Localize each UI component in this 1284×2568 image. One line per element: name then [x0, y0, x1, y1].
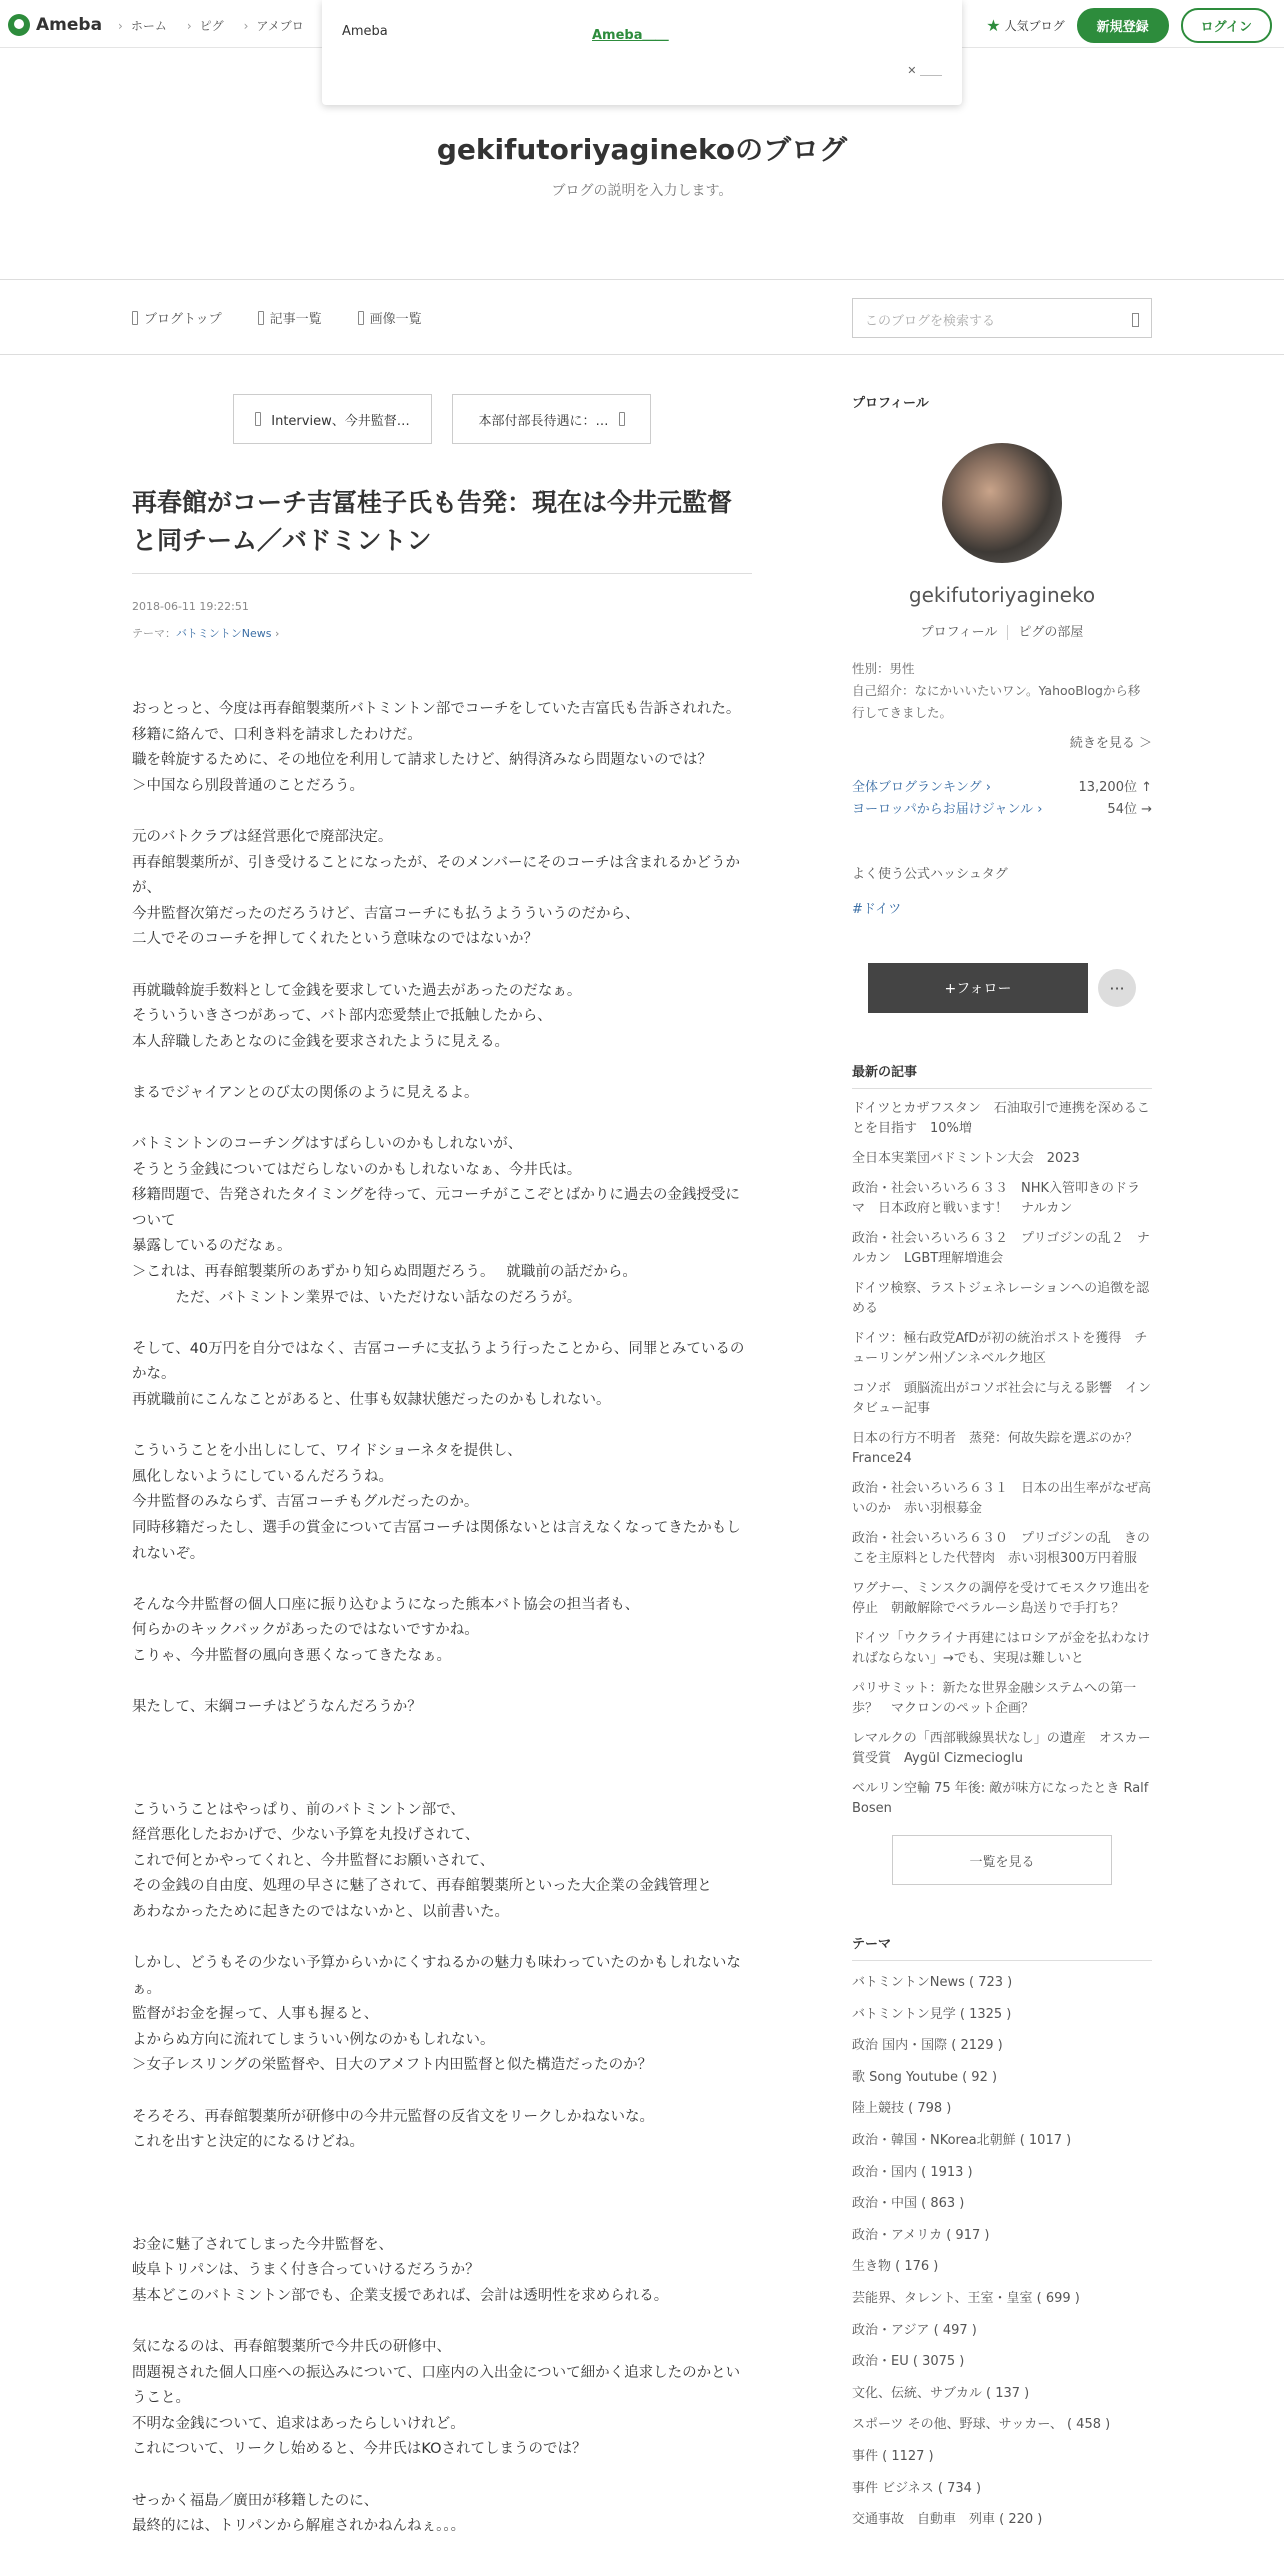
article-paragraph — [132, 1746, 752, 1772]
blog-top-link[interactable] — [132, 308, 222, 327]
article-line: お金に魅了されてしまった今井監督を、 — [132, 2236, 393, 2253]
theme-link[interactable]: 政治・中国 ( 863 ) — [852, 2196, 965, 2212]
entry-list-link[interactable] — [258, 308, 322, 327]
theme-link[interactable]: 政治・EU ( 3075 ) — [852, 2354, 965, 2370]
blog-title[interactable]: gekifutoriyaginekoのブログ — [436, 133, 848, 166]
entry-list-label: 記事一覧 — [269, 312, 322, 327]
ranking-row[interactable] — [852, 799, 1152, 821]
image-icon — [358, 311, 364, 325]
theme-prefix: テーマ： — [132, 627, 176, 640]
profile-name[interactable]: gekifutoriyagineko — [908, 583, 1096, 607]
article-line: おっとっと、今度は再春館製薬所バトミントン部でコーチをしていた吉富氏も告訴されれた。 — [132, 701, 741, 717]
avatar[interactable] — [942, 443, 1062, 563]
theme-link[interactable]: 生き物 ( 176 ) — [852, 2259, 939, 2275]
article-paragraph — [132, 2181, 752, 2207]
register-button[interactable]: 新規登録 — [1077, 8, 1169, 43]
recent-entry-link[interactable]: ドイツ検察、ラストジェネレーションへの追徴を認める — [852, 1281, 1150, 1316]
sidebar — [852, 392, 1152, 2530]
prev-entry-label: Interview、今井監督… — [271, 413, 410, 429]
article-line: 今井監督のみならず、吉冨コーチもグルだったのか。 — [132, 1494, 479, 1511]
article-line: そして、40万円を自分ではなく、吉冨コーチに支払うよう行ったことから、同罪とみているのかな。 — [132, 1340, 745, 1383]
article-paragraph — [132, 1439, 752, 1567]
article-line: ただ、バトミントン業界では、いただけない話なのだろうが。 — [132, 1289, 582, 1306]
theme-link[interactable]: 文化、伝統、サブカル ( 137 ) — [852, 2385, 1030, 2401]
article-theme: テーマ：バトミントンNews › — [132, 627, 280, 640]
ranking-list — [852, 777, 1152, 821]
article-line: こういうことを小出しにして、ワイドショーネタを提供し、 — [132, 1443, 522, 1460]
article-line: 最終的には、トリパンから解雇されかねんねぇ。。。 — [132, 2518, 466, 2535]
article-paragraph — [132, 979, 752, 1056]
recent-entry-link[interactable]: 全日本実業団バドミントン大会 2023 — [852, 1151, 1080, 1166]
article-line: 監督がお金を握って、人事も握ると、 — [132, 2006, 379, 2023]
popup-label: Ameba — [342, 24, 388, 39]
recent-entry-link[interactable]: 日本の行方不明者 蒸発：何故失踪を選ぶのか？ France24 — [852, 1431, 1152, 1466]
list-icon — [258, 311, 264, 325]
profile-gender: 性別：男性 — [852, 661, 915, 676]
logo-text: Ameba — [36, 15, 103, 35]
recent-entry-link[interactable]: 政治・社会いろいろ６３１ 日本の出生率がなぜ高いのか 赤い羽根募金 — [852, 1481, 1152, 1516]
blog-search-input[interactable] — [852, 298, 1152, 338]
article-line: 暴露しているのだなぁ。 — [132, 1238, 292, 1255]
article-line: 不明な金銭について、追求はあったらしいけれど。 — [132, 2415, 465, 2432]
article-paragraph — [132, 825, 752, 953]
recent-more-button[interactable]: 一覧を見る — [892, 1835, 1112, 1885]
article-line: あわなかったために起きたのではないかと、以前書いた。 — [132, 1903, 509, 1920]
article-line: そんな今井監督の個人口座に振り込むようになった熊本バト協会の担当者も、 — [132, 1596, 640, 1613]
ranking-value: 13,200位 ↑ — [1078, 780, 1152, 795]
header-actions — [986, 8, 1272, 43]
article-paragraph — [132, 2105, 752, 2156]
home-icon — [132, 311, 138, 325]
theme-link[interactable]: 政治・国内 ( 1913 ) — [852, 2164, 973, 2180]
article-line — [132, 2181, 752, 2207]
article-paragraph — [132, 2489, 752, 2540]
article-paragraph — [132, 1081, 752, 1107]
article-line: そうとう金銭についてはだらしないのかもしれないなぁ、今井氏は。 — [132, 1161, 582, 1178]
follow-button[interactable]: +フォロー — [868, 963, 1088, 1013]
article-line: 気になるのは、再春館製薬所で今井氏の研修中、 — [132, 2339, 451, 2355]
article-line: 本人辞職したあとなのに金銭を要求されたように見える。 — [132, 1033, 509, 1050]
article-line: ＞女子レスリングの栄監督や、日大のアメフト内田監督と似た構造だったのか？ — [132, 2057, 653, 2074]
recent-entry-link[interactable]: 政治・社会いろいろ６３３ NHK入管叩きのドラマ 日本政府と戦います！ ナルカン — [852, 1181, 1141, 1216]
profile-links — [852, 621, 1152, 640]
article-date: 2018-06-11 19:22:51 — [132, 600, 249, 613]
article-line: 元のバトクラブは経営悪化で廃部決定。 — [132, 828, 393, 845]
article-paragraph — [132, 1951, 752, 2079]
article-line: バトミントンのコーチングはすばらしいのかもしれないが、 — [132, 1136, 523, 1153]
recent-entry-link[interactable]: ドイツ：極右政党AfDが初の統治ポストを獲得 チューリンゲン州ゾンネベルク地区 — [852, 1331, 1148, 1366]
chevron-right-icon — [619, 412, 625, 426]
profile-link[interactable]: プロフィール — [920, 625, 998, 640]
profile-more-link[interactable]: 続きを見る ＞ — [1069, 736, 1152, 751]
profile-intro: 自己紹介：なにかいいたいワン。YahooBlogから移行してきました。 — [852, 683, 1141, 720]
article-line: 再春館製薬所が、引き受けることになったが、そのメンバーにそのコーチは含まれるかどうかが、 — [132, 854, 740, 897]
profile-info — [852, 658, 1152, 724]
recent-entry-link[interactable]: レマルクの「西部戦線異状なし」の遺産 オスカー賞受賞 Aygül Cizmecioglu — [852, 1731, 1151, 1766]
article-paragraph — [132, 697, 752, 799]
article-line: 同時移籍だったし、選手の賞金について吉冨コーチは関係ないとは言えなくなってきたかもしれないぞ。 — [132, 1520, 741, 1562]
popup-close-button[interactable]: ✕ ＿＿ — [907, 64, 942, 77]
article-paragraph — [132, 1132, 752, 1311]
hashtag-link[interactable]: #ドイツ — [852, 902, 902, 917]
article-line: これで何とかやってくれと、今井監督にお願いされて、 — [132, 1852, 495, 1869]
ranking-name: 全体ブログランキング › — [852, 780, 991, 795]
nav-home-link[interactable]: › ホーム — [108, 17, 177, 34]
ranking-name: ヨーロッパからお届けジャンル › — [852, 802, 1043, 817]
profile-heading: プロフィール — [852, 396, 929, 411]
theme-link[interactable]: バトミントン見学 ( 1325 ) — [852, 2006, 1012, 2022]
article-paragraph — [132, 2233, 752, 2310]
article-line: そろそろ、再春館製薬所が研修中の今井元監督の反省文をリークしかねないな。 — [132, 2108, 654, 2125]
article-paragraph — [132, 2335, 752, 2463]
article-line: ＞中国なら別段普通のことだろう。 — [132, 777, 364, 794]
recent-entry-link[interactable]: ワグナー、ミンスクの調停を受けてモスクワ進出を停止 朝敵解除でベラルーシ島送りで手打ち？ — [852, 1581, 1151, 1616]
recent-entry-link[interactable]: ベルリン空輸 75 年後: 敵が味方になったとき Ralf Bosen — [852, 1781, 1149, 1816]
theme-link[interactable]: バトミントンNews ( 723 ) — [852, 1975, 1013, 1990]
article-line: こりゃ、今井監督の風向き悪くなってきたなぁ。 — [132, 1647, 451, 1664]
popular-blog-link[interactable] — [986, 16, 1064, 35]
recent-entry-link[interactable]: 政治・社会いろいろ６３２ プリゴジンの乱２ ナルカン LGBT理解増進会 — [852, 1231, 1150, 1266]
more-menu-button[interactable]: ··· — [1098, 969, 1136, 1007]
article-line: まるでジャイアンとのび太の関係のように見えるよ。 — [132, 1084, 479, 1101]
ameba-dropdown-popup — [322, 0, 962, 105]
article-line: 基本どこのバトミントン部でも、企業支援であれば、会計は透明性を求められる。 — [132, 2287, 669, 2304]
article-line: こういうことはやっぱり、前のバトミントン部で、 — [132, 1801, 465, 1818]
theme-link[interactable]: 芸能界、タレント、王室・皇室 ( 699 ) — [852, 2290, 1080, 2306]
pigg-room-link[interactable]: ピグの部屋 — [1007, 625, 1093, 640]
ranking-row[interactable] — [852, 777, 1152, 799]
recent-entries-heading: 最新の記事 — [852, 1061, 1152, 1089]
recent-entry-link[interactable]: ドイツとカザフスタン 石油取引で連携を深めることを目指す 10%増 — [852, 1101, 1150, 1136]
article-line: 問題視された個人口座への振込みについて、口座内の入出金について細かく追求したのかということ。 — [132, 2364, 741, 2407]
article-line: 移籍に絡んで、口利き料を請求したわけだ。 — [132, 726, 422, 743]
article-paragraph — [132, 1593, 752, 1670]
theme-link[interactable]: スポーツ その他、野球、サッカー、 ( 458 ) — [852, 2417, 1111, 2433]
blog-description: ブログの説明を入力します。 — [551, 183, 733, 199]
chevron-left-icon — [255, 412, 261, 426]
hashtag-heading: よく使う公式ハッシュタグ — [852, 867, 1008, 882]
theme-link[interactable]: 政治・韓国・NKorea北朝鮮 ( 1017 ) — [852, 2132, 1072, 2148]
article-body — [132, 697, 752, 2540]
theme-link[interactable]: 事件 ( 1127 ) — [852, 2448, 934, 2464]
theme-heading: テーマ — [852, 1933, 1152, 1961]
article-line: 二人でそのコーチを押してくれたという意味なのではないか？ — [132, 931, 538, 948]
article-paragraph — [132, 1798, 752, 1926]
article-line: しかし、どうもその少ない予算からいかにくすねるかの魅力も味わっていたのかもしれないなぁ。 — [132, 1955, 741, 1997]
login-button[interactable]: ログイン — [1181, 8, 1272, 43]
recent-entry-link[interactable]: ドイツ「ウクライナ再建にはロシアが金を払わなければならない」→でも、実現は難しいと — [852, 1631, 1150, 1666]
article-line: 果たして、末綱コーチはどうなんだろうか？ — [132, 1699, 422, 1716]
article-line: 再就職斡旋手数料として金銭を要求していた過去があったのだなぁ。 — [132, 982, 582, 999]
article-paragraph — [132, 1337, 752, 1414]
theme-link[interactable]: 政治 国内・国際 ( 2129 ) — [852, 2038, 1003, 2054]
article-line: 風化しないようにしているんだろうね。 — [132, 1468, 393, 1485]
image-list-link[interactable] — [358, 308, 422, 327]
article-line: 今井監督次第だったのだろうけど、吉富コーチにも払うようういうのだから、 — [132, 905, 640, 922]
theme-link[interactable]: バトミントンNews — [176, 627, 272, 640]
blog-nav-items — [132, 308, 422, 327]
article-line: 職を斡旋するために、その地位を利用して請求したけど、納得済みなら問題ないのでは？ — [132, 752, 712, 769]
article-line: せっかく福島／廣田が移籍したのに、 — [132, 2492, 379, 2509]
next-entry-link[interactable] — [452, 394, 651, 444]
global-nav — [108, 17, 314, 34]
article-line: これについて、リークし始めると、今井氏はKOされてしまうのでは？ — [132, 2441, 587, 2458]
follow-row — [852, 963, 1152, 1013]
article-paragraph — [132, 1695, 752, 1721]
blog-top-label: ブログトップ — [144, 312, 222, 327]
article-line: 何らかのキックバックがあったのではないですかね。 — [132, 1622, 479, 1639]
article-line: よからぬ方向に流れてしまういい例なのかもしれない。 — [132, 2031, 495, 2048]
article-line — [132, 1746, 752, 1772]
article-line: 移籍問題で、告発されたタイミングを待って、元コーチがここぞとばかりに過去の金銭授受について — [132, 1187, 740, 1229]
recent-entry-link[interactable]: コソボ 頭脳流出がコソボ社会に与える影響 インタビュー記事 — [852, 1381, 1152, 1416]
ranking-value: 54位 → — [1107, 802, 1152, 817]
theme-link[interactable]: 交通事故 自動車 列車 ( 220 ) — [852, 2512, 1043, 2528]
nav-ameblo-link[interactable]: › アメブロ — [234, 17, 314, 34]
article-title[interactable]: 再春館がコーチ吉冨桂子氏も告発：現在は今井元監督と同チーム／バドミントン — [132, 484, 752, 574]
article-line: 経営悪化したおかげで、少ない予算を丸投げされて、 — [132, 1827, 480, 1844]
article — [132, 484, 752, 2565]
theme-link[interactable]: 歌 Song Youtube ( 92 ) — [852, 2069, 998, 2085]
article-line: そういういきさつがあって、バト部内恋愛禁止で抵触したから、 — [132, 1008, 552, 1025]
article-line: 再就職前にこんなことがあると、仕事も奴隷状態だったのかもしれない。 — [132, 1392, 611, 1409]
popup-link[interactable]: Ameba＿＿ — [592, 28, 669, 43]
next-entry-label: 本部付部長待遇に：… — [478, 413, 609, 429]
theme-link[interactable]: 政治・アジア ( 497 ) — [852, 2322, 977, 2338]
theme-list — [852, 1971, 1152, 2530]
blog-nav — [0, 279, 1284, 355]
article-line: その金銭の自由度、処理の早さに魅了されて、再春館製薬所といった大企業の金銭管理と — [132, 1878, 712, 1895]
search-placeholder: このブログを検索する — [865, 314, 996, 329]
entry-pager — [233, 394, 651, 444]
article-line: ＞これは、再春館製薬所のあずかり知らぬ問題だろう。 就職前の話だから。 — [132, 1264, 637, 1281]
prev-entry-link[interactable] — [233, 394, 432, 444]
article-line: これを出すと決定的になるけどね。 — [132, 2134, 364, 2151]
nav-pigg-link[interactable]: › ピグ — [177, 17, 234, 34]
theme-link[interactable]: 陸上競技 ( 798 ) — [852, 2101, 952, 2117]
article-line: 岐阜トリパンは、うまく付き合っていけるだろうか？ — [132, 2262, 480, 2279]
popular-blog-label: 人気ブログ — [1004, 19, 1065, 33]
theme-link[interactable]: 事件 ビジネス ( 734 ) — [852, 2480, 982, 2496]
star-icon: ★ — [986, 16, 1001, 35]
recent-entry-link[interactable]: 政治・社会いろいろ６３０ プリゴジンの乱 きのこを主原料とした代替肉 赤い羽根300万円着服 — [852, 1531, 1150, 1566]
image-list-label: 画像一覧 — [369, 312, 422, 327]
theme-link[interactable]: 政治・アメリカ ( 917 ) — [852, 2227, 990, 2243]
recent-entry-link[interactable]: パリサミット：新たな世界金融システムへの第一歩？ マクロンのペット企画？ — [852, 1681, 1137, 1716]
ameba-logo[interactable] — [8, 14, 102, 36]
ameba-logo-icon — [8, 14, 30, 36]
search-icon[interactable] — [1132, 313, 1139, 327]
recent-entries-list — [852, 1099, 1152, 1819]
